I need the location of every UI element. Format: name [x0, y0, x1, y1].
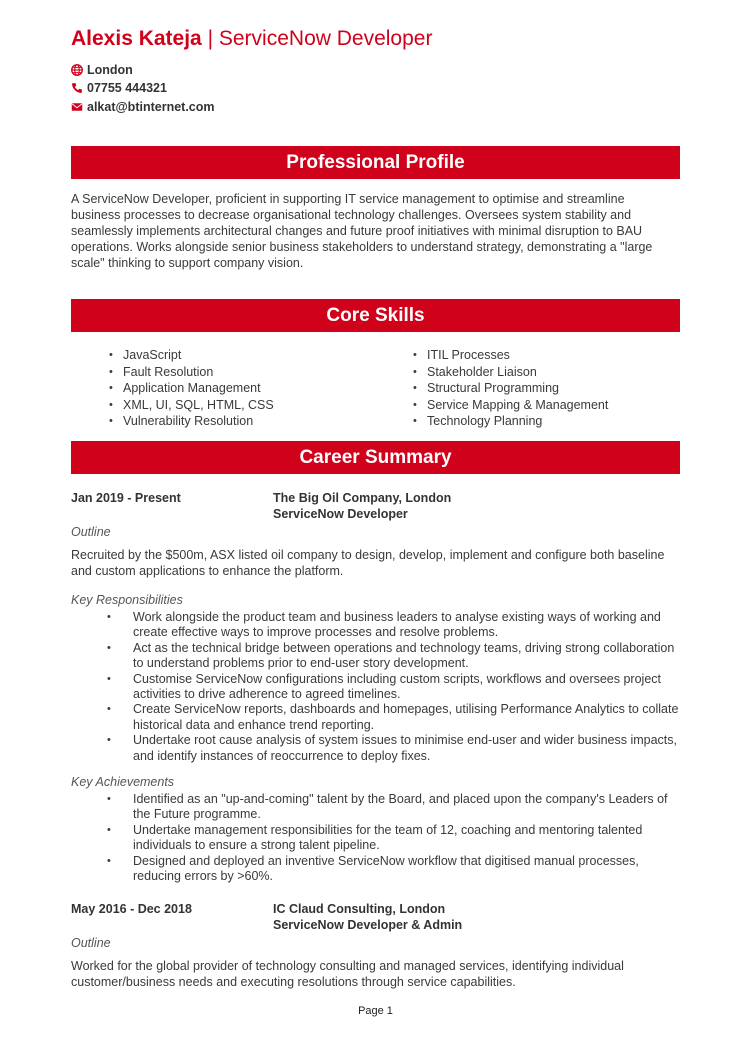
job-company: IC Claud Consulting, London	[273, 902, 446, 916]
phone-icon	[71, 82, 83, 94]
list-item: • Designed and deployed an inventive ServiceNow workflow that digitised manual processes, reducing errors by >60%.	[107, 854, 682, 885]
job-title: ServiceNow Developer	[273, 506, 408, 521]
job-title: ServiceNow Developer & Admin	[273, 917, 463, 932]
list-item: • Act as the technical bridge between operations and technology teams, driving strong collaboration to understand problems prior to end-user story development.	[107, 641, 682, 672]
outline-label: Outline	[71, 936, 111, 950]
envelope-icon	[71, 101, 83, 113]
page-number: Page 1	[358, 1005, 393, 1017]
skill-item: • XML, UI, SQL, HTML, CSS	[109, 397, 274, 414]
skill-item: • Structural Programming	[413, 380, 608, 397]
list-item: • Undertake management responsibilities for the team of 12, coaching and mentoring talented individuals to ensure a strong talent pipeline.	[107, 823, 682, 854]
achievements-label: Key Achievements	[71, 775, 175, 789]
job-outline: Recruited by the $500m, ASX listed oil company to design, develop, implement and configure both baseline and custom applications to enhance the platform.	[71, 548, 665, 578]
globe-icon	[71, 64, 83, 76]
candidate-role: ServiceNow Developer	[218, 27, 433, 50]
skills-column-left	[109, 347, 274, 430]
career-heading: Career Summary	[71, 441, 680, 474]
phone-text: 07755 444321	[87, 81, 167, 95]
location-text: London	[87, 63, 133, 77]
job-dates: Jan 2019 - Present	[71, 491, 181, 505]
skill-item: • Vulnerability Resolution	[109, 413, 274, 430]
profile-heading: Professional Profile	[71, 146, 680, 179]
responsibilities-list	[107, 610, 682, 764]
contact-email	[71, 100, 215, 114]
list-item: • Undertake root cause analysis of system issues to minimise end-user and wider business impacts, and identify instances of reoccurrence to deploy fixes.	[107, 733, 682, 764]
job-employer	[273, 491, 451, 522]
contact-phone	[71, 81, 167, 95]
email-text: alkat@btinternet.com	[87, 100, 215, 114]
job-outline: Worked for the global provider of technology consulting and managed services, identifying individual customer/business needs and executing resolutions through service capabilities.	[71, 959, 624, 989]
skill-item: • ITIL Processes	[413, 347, 608, 364]
job-employer	[273, 902, 462, 933]
contact-location	[71, 63, 133, 77]
skill-item: • JavaScript	[109, 347, 274, 364]
candidate-name: Alexis Kateja	[71, 27, 202, 50]
skill-item: • Fault Resolution	[109, 364, 274, 381]
skill-item: • Application Management	[109, 380, 274, 397]
achievements-list	[107, 792, 682, 884]
list-item: • Customise ServiceNow configurations including custom scripts, workflows and oversees project activities to drive adherence to agreed timelines.	[107, 672, 682, 703]
header-separator: |	[201, 27, 219, 50]
skills-column-right	[413, 347, 608, 430]
job-dates: May 2016 - Dec 2018	[71, 902, 192, 916]
list-item: • Identified as an "up-and-coming" talent by the Board, and placed upon the company's Leaders of the Future programme.	[107, 792, 682, 823]
skills-heading: Core Skills	[71, 299, 680, 332]
resume-header	[71, 27, 432, 51]
responsibilities-label: Key Responsibilities	[71, 593, 183, 607]
profile-text: A ServiceNow Developer, proficient in supporting IT service management to optimise and streamline business processes to decrease organisational technology challenges. Oversees system stability and seamlessly implements architectural changes and future proof initiatives with minimal disruption to BAU operations. Works alongside senior business stakeholders to understand strategy, demonstrating a "large scale" thinking to support company vision.	[71, 192, 653, 270]
skill-item: • Stakeholder Liaison	[413, 364, 608, 381]
list-item: • Create ServiceNow reports, dashboards and homepages, utilising Performance Analytics to collate historical data and enhance trend reporting.	[107, 702, 682, 733]
outline-label: Outline	[71, 525, 111, 539]
skill-item: • Service Mapping & Management	[413, 397, 608, 414]
job-company: The Big Oil Company, London	[273, 491, 452, 505]
list-item: • Work alongside the product team and business leaders to analyse existing ways of working and create effective ways to improve processes and resolve problems.	[107, 610, 682, 641]
skill-item: • Technology Planning	[413, 413, 608, 430]
